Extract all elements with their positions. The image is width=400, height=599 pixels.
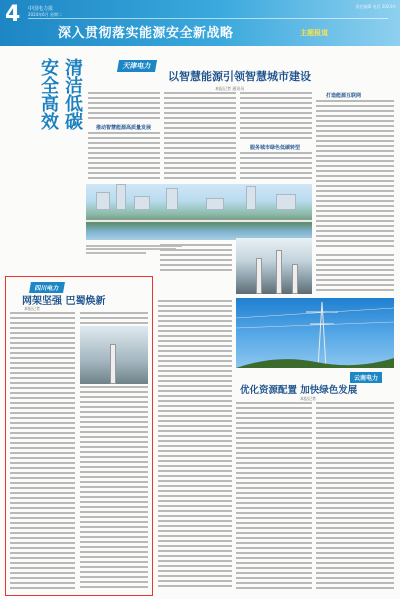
- yunnan-article-tag: 云南电力: [350, 372, 382, 383]
- top-subhead-3: 打造能源互联网: [326, 93, 362, 99]
- sichuan-article-headline: 网架坚强 巴蜀焕新: [22, 296, 106, 307]
- yunnan-text-2: [316, 402, 394, 590]
- vertical-headline-1: 清洁低碳: [62, 58, 83, 130]
- plant-photo: [236, 238, 312, 294]
- mid-text-3: [158, 300, 232, 590]
- page-banner: [0, 0, 400, 46]
- top-text-5: [240, 152, 312, 182]
- date-line: 2024年6月 星期二: [28, 12, 62, 17]
- tower-icon: [236, 298, 394, 368]
- sichuan-text-3: [80, 386, 148, 590]
- top-text-3: [164, 92, 236, 182]
- column-name: 主题报道: [300, 29, 328, 37]
- top-article-headline: 以智慧能源引领智慧城市建设: [168, 70, 311, 83]
- tower-photo: [236, 298, 394, 368]
- sichuan-text-1: [10, 312, 75, 590]
- city-photo: [86, 184, 312, 240]
- yunnan-article-headline: 优化资源配置 加快绿色发展: [240, 385, 358, 396]
- top-text-6: [316, 100, 394, 250]
- paper-name: 中国电力报: [28, 6, 54, 12]
- top-text-2: [88, 132, 160, 182]
- top-text-1: [88, 92, 160, 122]
- sichuan-article-tag: 四川电力: [29, 282, 65, 293]
- top-text-4: [240, 92, 312, 142]
- mid-text-1: [160, 244, 232, 274]
- yunnan-article-byline: 本报记者: [300, 396, 316, 401]
- sichuan-text-2: [80, 312, 148, 324]
- top-article-tag: 天津电力: [117, 60, 157, 72]
- top-subhead-1: 推动智慧能源高质量发展: [96, 125, 152, 131]
- sichuan-article-byline: 本报记者: [24, 306, 40, 311]
- vertical-headline: [16, 58, 82, 130]
- page-title: 深入贯彻落实能源安全新战略: [58, 26, 234, 41]
- banner-rule: [28, 18, 388, 19]
- mid-text-2: [316, 254, 394, 294]
- page-number: 4: [5, 2, 21, 27]
- contact-line: 责任编辑 电话 2024年: [355, 4, 396, 9]
- sichuan-photo: [80, 326, 148, 384]
- yunnan-text-1: [236, 402, 312, 590]
- vertical-headline-2: 安全高效: [38, 58, 59, 130]
- top-article-byline: 本报记者 通讯员: [215, 86, 245, 91]
- top-subhead-2: 服务城市绿色低碳转型: [250, 145, 301, 151]
